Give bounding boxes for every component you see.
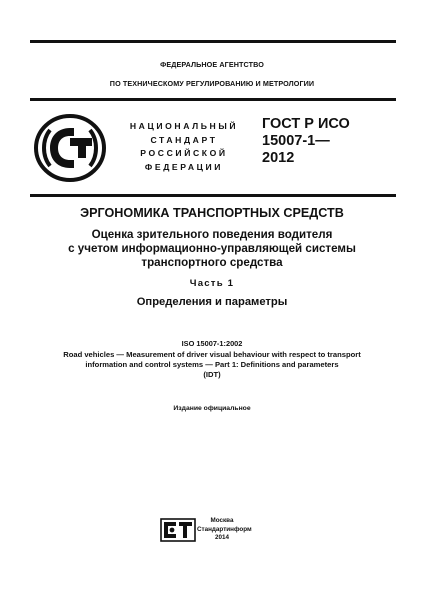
standard-label-line: ФЕДЕРАЦИИ — [144, 161, 224, 172]
subtitle-line: с учетом информационно-управляющей системы — [68, 242, 356, 255]
standard-label-line: НАЦИОНАЛЬНЫЙ — [129, 121, 239, 131]
publisher-city: Москва — [210, 517, 234, 524]
publisher-year: 2014 — [214, 534, 229, 541]
section-title: Определения и параметры — [136, 296, 288, 308]
publisher-name: Стандартинформ — [197, 525, 252, 533]
subtitle-line: транспортного средства — [141, 256, 283, 269]
standard-label-line: СТАНДАРТ — [150, 134, 218, 145]
english-title-line: (IDT) — [203, 370, 221, 379]
title-rule — [30, 194, 396, 197]
english-title-line: Road vehicles — Measurement of driver visual behaviour with respect to transport — [63, 350, 361, 359]
standard-number-line: ГОСТ Р ИСО — [262, 116, 350, 132]
edition-label: Издание официальное — [173, 405, 251, 412]
standard-number — [262, 116, 392, 167]
part-label: Часть 1 — [189, 278, 235, 289]
header-rule — [30, 98, 396, 101]
english-title-line: information and control systems — Part 1: Definitions and parameters — [85, 360, 339, 369]
document-title: ЭРГОНОМИКА ТРАНСПОРТНЫХ СРЕДСТВ — [80, 206, 344, 220]
national-standard-label — [116, 120, 252, 174]
iso-number: ISO 15007-1:2002 — [181, 339, 243, 348]
publisher-info — [197, 517, 252, 543]
agency-line-1: ФЕДЕРАЛЬНОЕ АГЕНТСТВО — [160, 60, 264, 69]
standard-number-line: 2012 — [262, 150, 295, 166]
standard-label-line: РОССИЙСКОЙ — [140, 148, 228, 158]
standartinform-logo-icon — [160, 518, 196, 542]
standard-number-line: 15007-1— — [262, 133, 330, 149]
rst-emblem-icon — [34, 114, 106, 182]
agency-line-2: ПО ТЕХНИЧЕСКОМУ РЕГУЛИРОВАНИЮ И МЕТРОЛОГИИ — [109, 79, 315, 88]
subtitle-line: Оценка зрительного поведения водителя — [91, 228, 333, 241]
document-subtitle — [0, 228, 424, 270]
english-title — [0, 350, 424, 380]
top-rule — [30, 40, 396, 43]
